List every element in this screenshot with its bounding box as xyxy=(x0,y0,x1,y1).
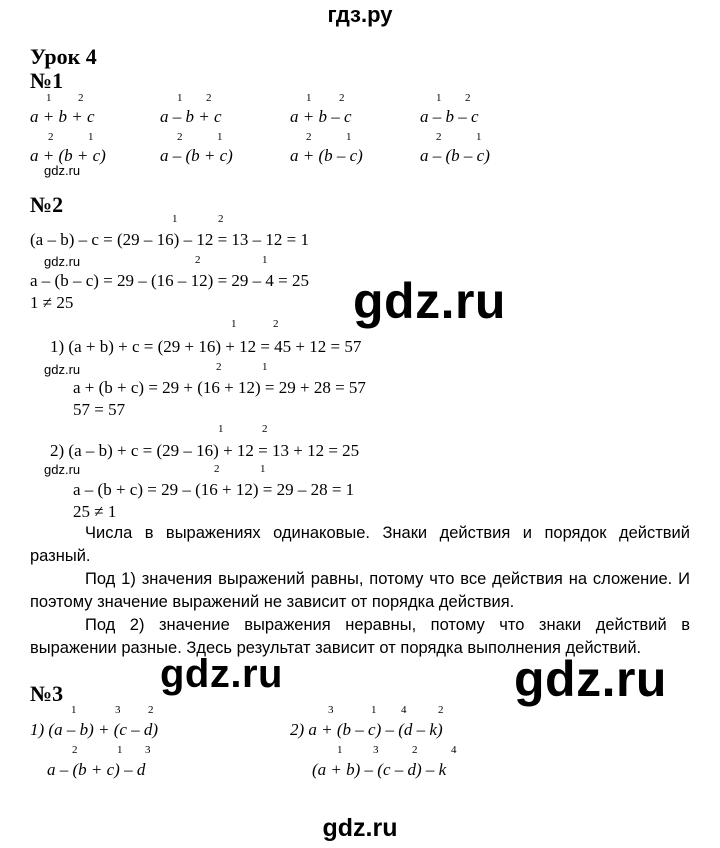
order-number: 1 xyxy=(231,318,237,330)
expression: a + b + c xyxy=(30,107,95,126)
order-number: 2 xyxy=(214,463,220,475)
expression: a + (b – c) xyxy=(290,146,363,165)
order-number: 2 xyxy=(177,131,183,143)
order-number: 2 xyxy=(218,213,224,225)
order-number: 1 xyxy=(46,92,52,104)
watermark: gdz.ru xyxy=(44,254,81,269)
inequality: 1 ≠ 25 xyxy=(30,293,74,312)
order-number: 1 xyxy=(436,92,442,104)
equation: 2) (a – b) + c = (29 – 16) + 12 = 13 + 12 = 25 xyxy=(50,441,360,460)
order-number: 1 xyxy=(172,213,178,225)
equation: a – (b + c) = 29 – (16 + 12) = 29 – 28 = 1 xyxy=(73,480,355,499)
expression: a – b – c xyxy=(420,107,479,126)
order-number: 3 xyxy=(115,704,121,716)
order-number: 1 xyxy=(71,704,77,716)
equation: (a – b) – c = (29 – 16) – 12 = 13 – 12 = 1 xyxy=(30,230,309,249)
order-number: 4 xyxy=(451,744,457,756)
watermark: gdz.ru xyxy=(353,273,506,329)
order-number: 2 xyxy=(195,254,201,266)
paragraph: Под 1) значения выражений равны, потому что все действия на сложение. И поэтому значение выражений не зависит от порядка действия. xyxy=(30,570,690,611)
order-number: 1 xyxy=(262,254,268,266)
exercise-3-title: №3 xyxy=(30,681,64,706)
expression: a – (b – c) xyxy=(420,146,490,165)
order-number: 2 xyxy=(436,131,442,143)
order-number: 1 xyxy=(371,704,377,716)
expression: a – (b + c) xyxy=(160,146,233,165)
expression: 2) a + (b – c) – (d – k) xyxy=(290,720,443,739)
order-number: 2 xyxy=(438,704,444,716)
order-number: 2 xyxy=(48,131,54,143)
order-number: 2 xyxy=(206,92,212,104)
order-number: 1 xyxy=(306,92,312,104)
order-number: 2 xyxy=(262,423,268,435)
expression: a + (b + c) xyxy=(30,146,106,165)
order-number: 4 xyxy=(401,704,407,716)
expression: a – (b + c) – d xyxy=(47,760,146,779)
order-number: 1 xyxy=(346,131,352,143)
exercise-1-title: №1 xyxy=(30,68,64,93)
order-number: 2 xyxy=(339,92,345,104)
order-number: 3 xyxy=(328,704,334,716)
footer-watermark: gdz.ru xyxy=(322,814,398,842)
order-number: 2 xyxy=(78,92,84,104)
order-number: 1 xyxy=(262,361,268,373)
equation: 1) (a + b) + c = (29 + 16) + 12 = 45 + 12 = 57 xyxy=(50,337,362,356)
watermark: gdz.ru xyxy=(160,652,283,696)
expression: a – b + c xyxy=(160,107,222,126)
order-number: 2 xyxy=(412,744,418,756)
order-number: 1 xyxy=(260,463,266,475)
order-number: 1 xyxy=(217,131,223,143)
site-header: гдз.ру xyxy=(327,2,393,27)
watermark: gdz.ru xyxy=(44,462,81,477)
watermark: gdz.ru xyxy=(44,163,81,178)
order-number: 1 xyxy=(337,744,343,756)
order-number: 1 xyxy=(117,744,123,756)
order-number: 2 xyxy=(216,361,222,373)
watermark: gdz.ru xyxy=(514,651,667,707)
order-number: 2 xyxy=(306,131,312,143)
order-number: 2 xyxy=(465,92,471,104)
lesson-title: Урок 4 xyxy=(30,44,97,69)
order-number: 3 xyxy=(145,744,151,756)
inequality: 25 ≠ 1 xyxy=(73,502,117,521)
expression: 1) (a – b) + (c – d) xyxy=(30,720,159,739)
order-number: 1 xyxy=(177,92,183,104)
order-number: 1 xyxy=(218,423,224,435)
expression: a + b – c xyxy=(290,107,352,126)
paragraph: Под 2) значение выражения неравны, потому что знаки действий в выражении разные. Здесь результат зависит от порядка выполнения действий. xyxy=(30,616,690,657)
order-number: 2 xyxy=(148,704,154,716)
order-number: 2 xyxy=(72,744,78,756)
watermark: gdz.ru xyxy=(44,362,81,377)
equality: 57 = 57 xyxy=(73,400,126,419)
paragraph: Числа в выражениях одинаковые. Знаки действия и порядок действий разный. xyxy=(30,524,690,565)
order-number: 1 xyxy=(476,131,482,143)
order-number: 3 xyxy=(373,744,379,756)
equation: a – (b – c) = 29 – (16 – 12) = 29 – 4 = 25 xyxy=(30,271,309,290)
order-number: 1 xyxy=(88,131,94,143)
expression: (a + b) – (c – d) – k xyxy=(312,760,447,779)
order-number: 2 xyxy=(273,318,279,330)
equation: a + (b + c) = 29 + (16 + 12) = 29 + 28 = 57 xyxy=(73,378,366,397)
exercise-2-title: №2 xyxy=(30,192,64,217)
